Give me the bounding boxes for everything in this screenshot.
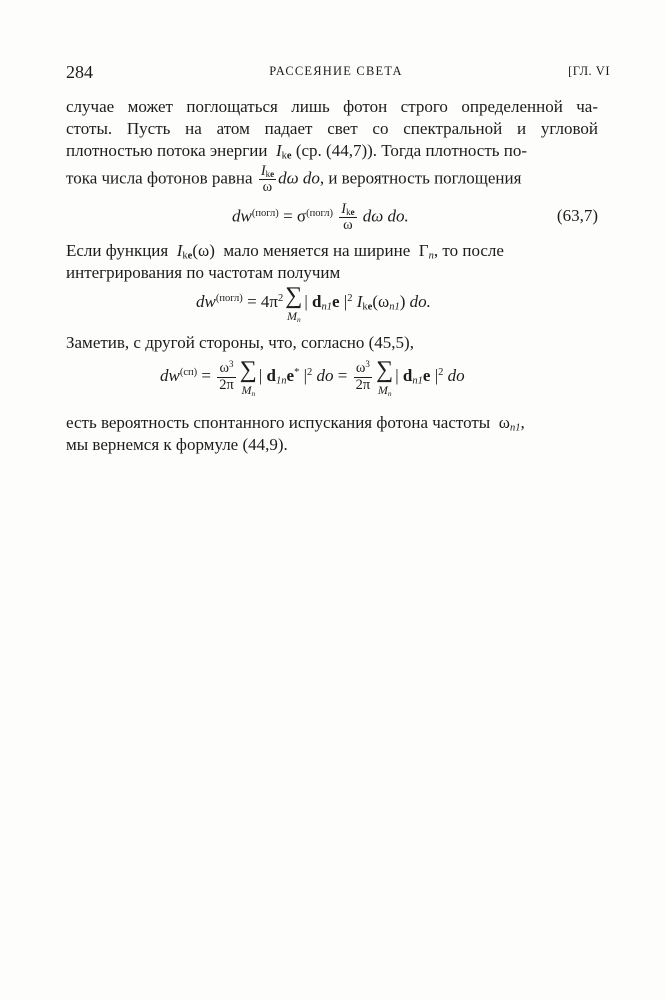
text-line: Если функция $I_{ke}(\omega)$ мало меняется на ширине $\Gamma_n$, то после (66, 241, 504, 262)
equation-number: (63,7) (556, 206, 598, 225)
text-line: есть вероятность спонтанного испускания фотона частоты $\omega_{n1}$, (66, 413, 525, 434)
text-line: интегрирования по частотам получим (66, 263, 341, 282)
math-inline: I (275, 141, 282, 160)
running-header (66, 62, 610, 84)
chapter-reference: [ГЛ. VI (568, 64, 610, 78)
text-line: плотностью потока энергии $I_{ke}$ (ср. (44,7)). Тогда плотность по- (66, 141, 528, 162)
page-number: 284 (66, 62, 93, 82)
text-line: мы вернемся к формуле (44,9). (66, 435, 288, 454)
text-line: тока числа фотонов равна $\frac{I_{ke}}{\omega}$ dω do, и вероятность поглощения (66, 163, 522, 196)
text-line: случае может поглощаться лишь фотон строго определенной ча- (66, 97, 598, 116)
equation-spontaneous-emission: $dw^{(сп)}$ = $\frac{\omega^3}{2\pi}$ ∑ $M_n$ | $d_{1n}e^*$ $|^2$ do = $\frac{\omega^3}{2\pi}$ ∑ $M_n$ | $d_{n1}e$ $|^2$ do (160, 357, 465, 398)
math-fraction: $\frac{I_{ke}}{\omega}$ (260, 163, 275, 196)
running-title: РАССЕЯНИЕ СВЕТА (269, 64, 403, 78)
equation-absorption-probability: $dw^{(погл)} = \sigma^{(погл)}$ $\frac{I_{ke}}{\omega}$ dω do. (232, 201, 409, 234)
text-line: Заметив, с другой стороны, что, согласно (45,5), (66, 333, 414, 352)
math-inline: dω do (278, 168, 320, 188)
equation-integrated-absorption: $dw^{(погл)} = 4\pi^2$ ∑ $M_n$ | $d_{n1}e$ $|^2$ $I_{ke}(\omega_{n1})$ do. (196, 283, 431, 324)
text-line: стоты. Пусть на атом падает свет со спектральной и угловой (66, 119, 598, 138)
